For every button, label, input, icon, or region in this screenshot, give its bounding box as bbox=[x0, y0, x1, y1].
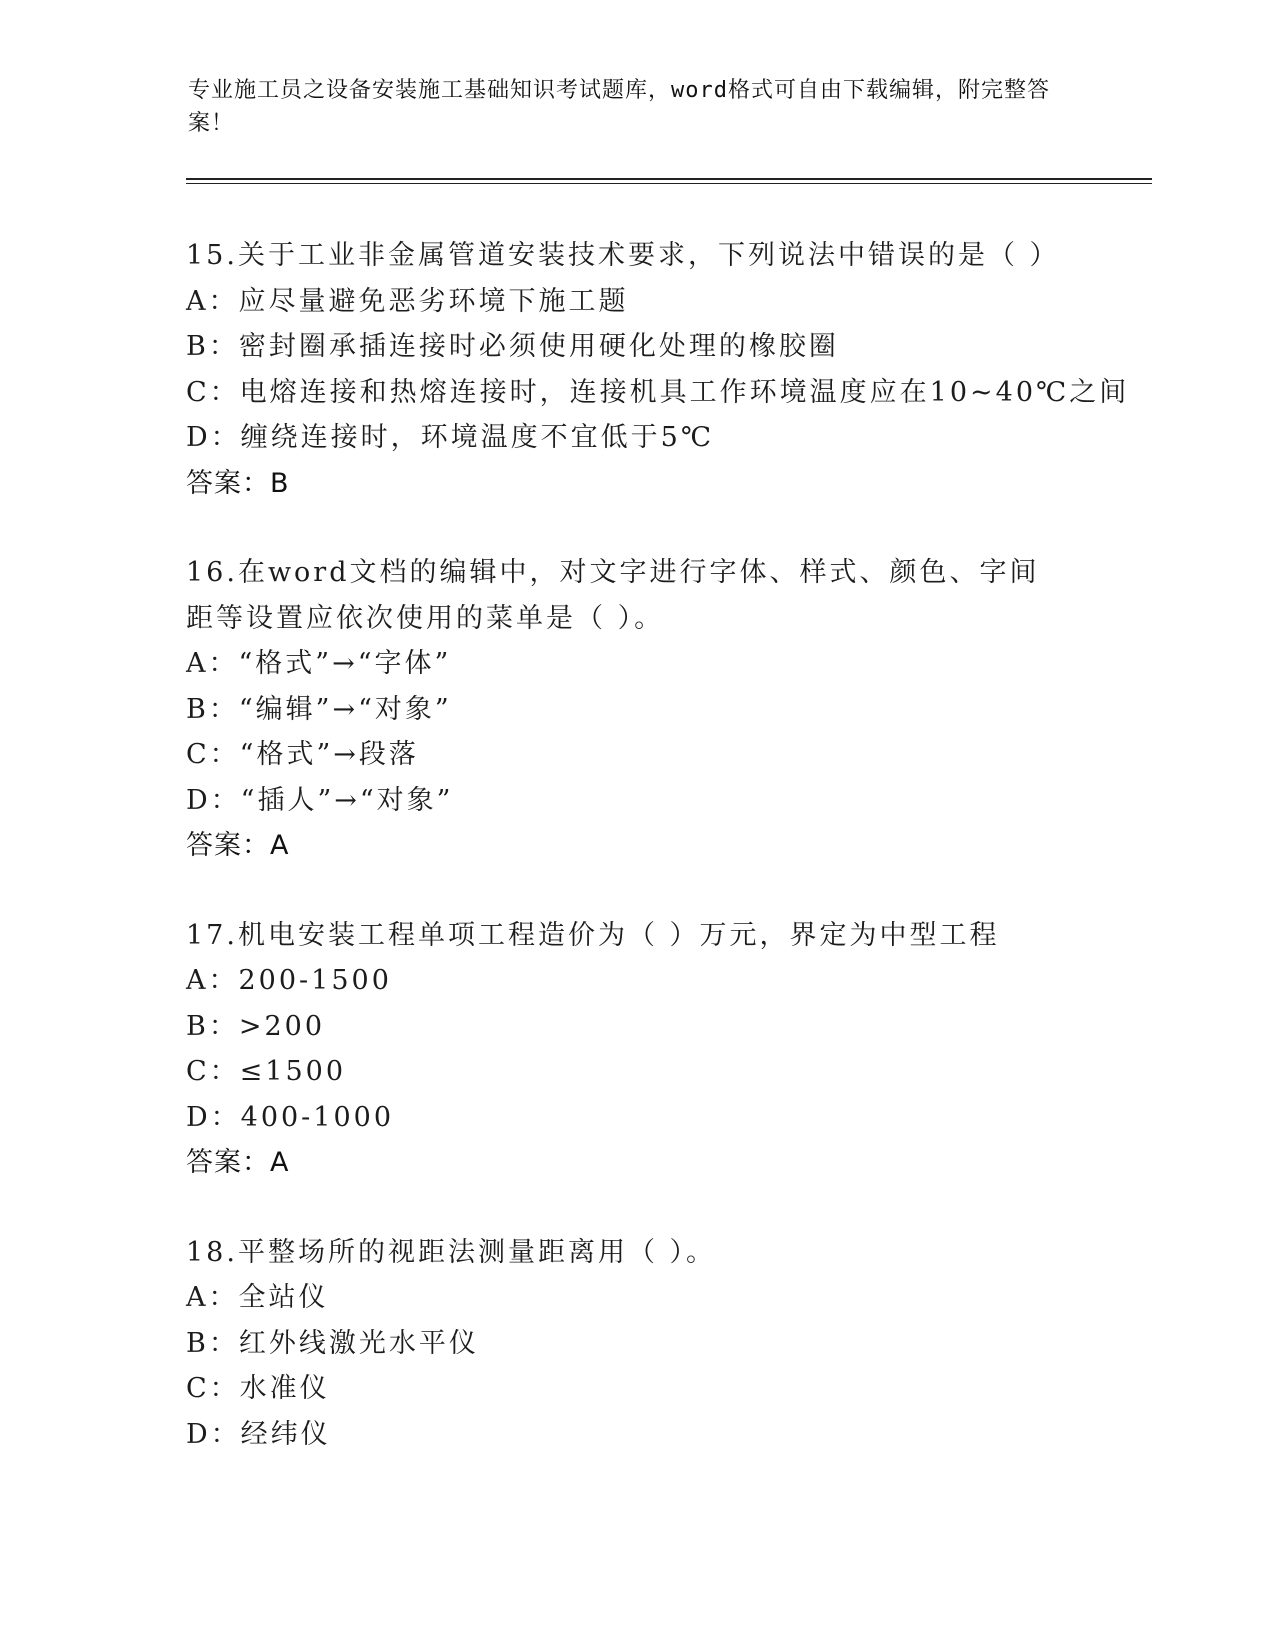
option-d: D：经纬仪 bbox=[186, 1418, 331, 1450]
option-b: B：>200 bbox=[186, 1010, 325, 1042]
question-stem: 18.平整场所的视距法测量距离用（ ）。 bbox=[186, 1236, 717, 1268]
option-a: A：应尽量避免恶劣环境下施工题 bbox=[186, 285, 629, 317]
document-header: 专业施工员之设备安装施工基础知识考试题库，word格式可自由下载编辑，附完整答案！ bbox=[188, 78, 1050, 136]
option-d: D：“插人”→“对象” bbox=[186, 784, 454, 816]
question-list bbox=[186, 233, 1146, 1501]
question-18 bbox=[186, 1230, 1146, 1458]
header-rule-thick bbox=[186, 178, 1152, 180]
option-a: A：“格式”→“字体” bbox=[186, 648, 452, 679]
question-17 bbox=[186, 913, 1146, 1186]
answer-text: 答案：A bbox=[186, 1147, 290, 1178]
option-a: A：200-1500 bbox=[186, 965, 392, 996]
header-rule-thin bbox=[186, 183, 1152, 184]
option-c: C：“格式”→段落 bbox=[186, 739, 419, 770]
option-c: C：水准仪 bbox=[186, 1373, 330, 1404]
option-c: C：电熔连接和热熔连接时，连接机具工作环境温度应在10~40℃之间 bbox=[186, 376, 1130, 408]
option-c: C：≤1500 bbox=[186, 1056, 346, 1087]
question-16 bbox=[186, 550, 1146, 869]
option-b: B：“编辑”→“对象” bbox=[186, 693, 452, 725]
answer-text: 答案：B bbox=[186, 467, 290, 499]
option-b: B：红外线激光水平仪 bbox=[186, 1327, 479, 1359]
question-stem: 17.机电安装工程单项工程造价为（ ）万元，界定为中型工程 bbox=[186, 919, 1000, 951]
question-15 bbox=[186, 233, 1146, 506]
question-stem: 16.在word文档的编辑中，对文字进行字体、样式、颜色、字间距等设置应依次使用的菜单是（ ）。 bbox=[186, 557, 1040, 634]
option-a: A：全站仪 bbox=[186, 1282, 329, 1313]
question-stem: 15.关于工业非金属管道安装技术要求，下列说法中错误的是（ ） bbox=[186, 240, 1060, 271]
option-b: B：密封圈承插连接时必须使用硬化处理的橡胶圈 bbox=[186, 331, 839, 362]
answer-text: 答案：A bbox=[186, 830, 290, 861]
option-d: D：400-1000 bbox=[186, 1101, 395, 1133]
option-d: D：缠绕连接时，环境温度不宜低于5℃ bbox=[186, 422, 715, 453]
